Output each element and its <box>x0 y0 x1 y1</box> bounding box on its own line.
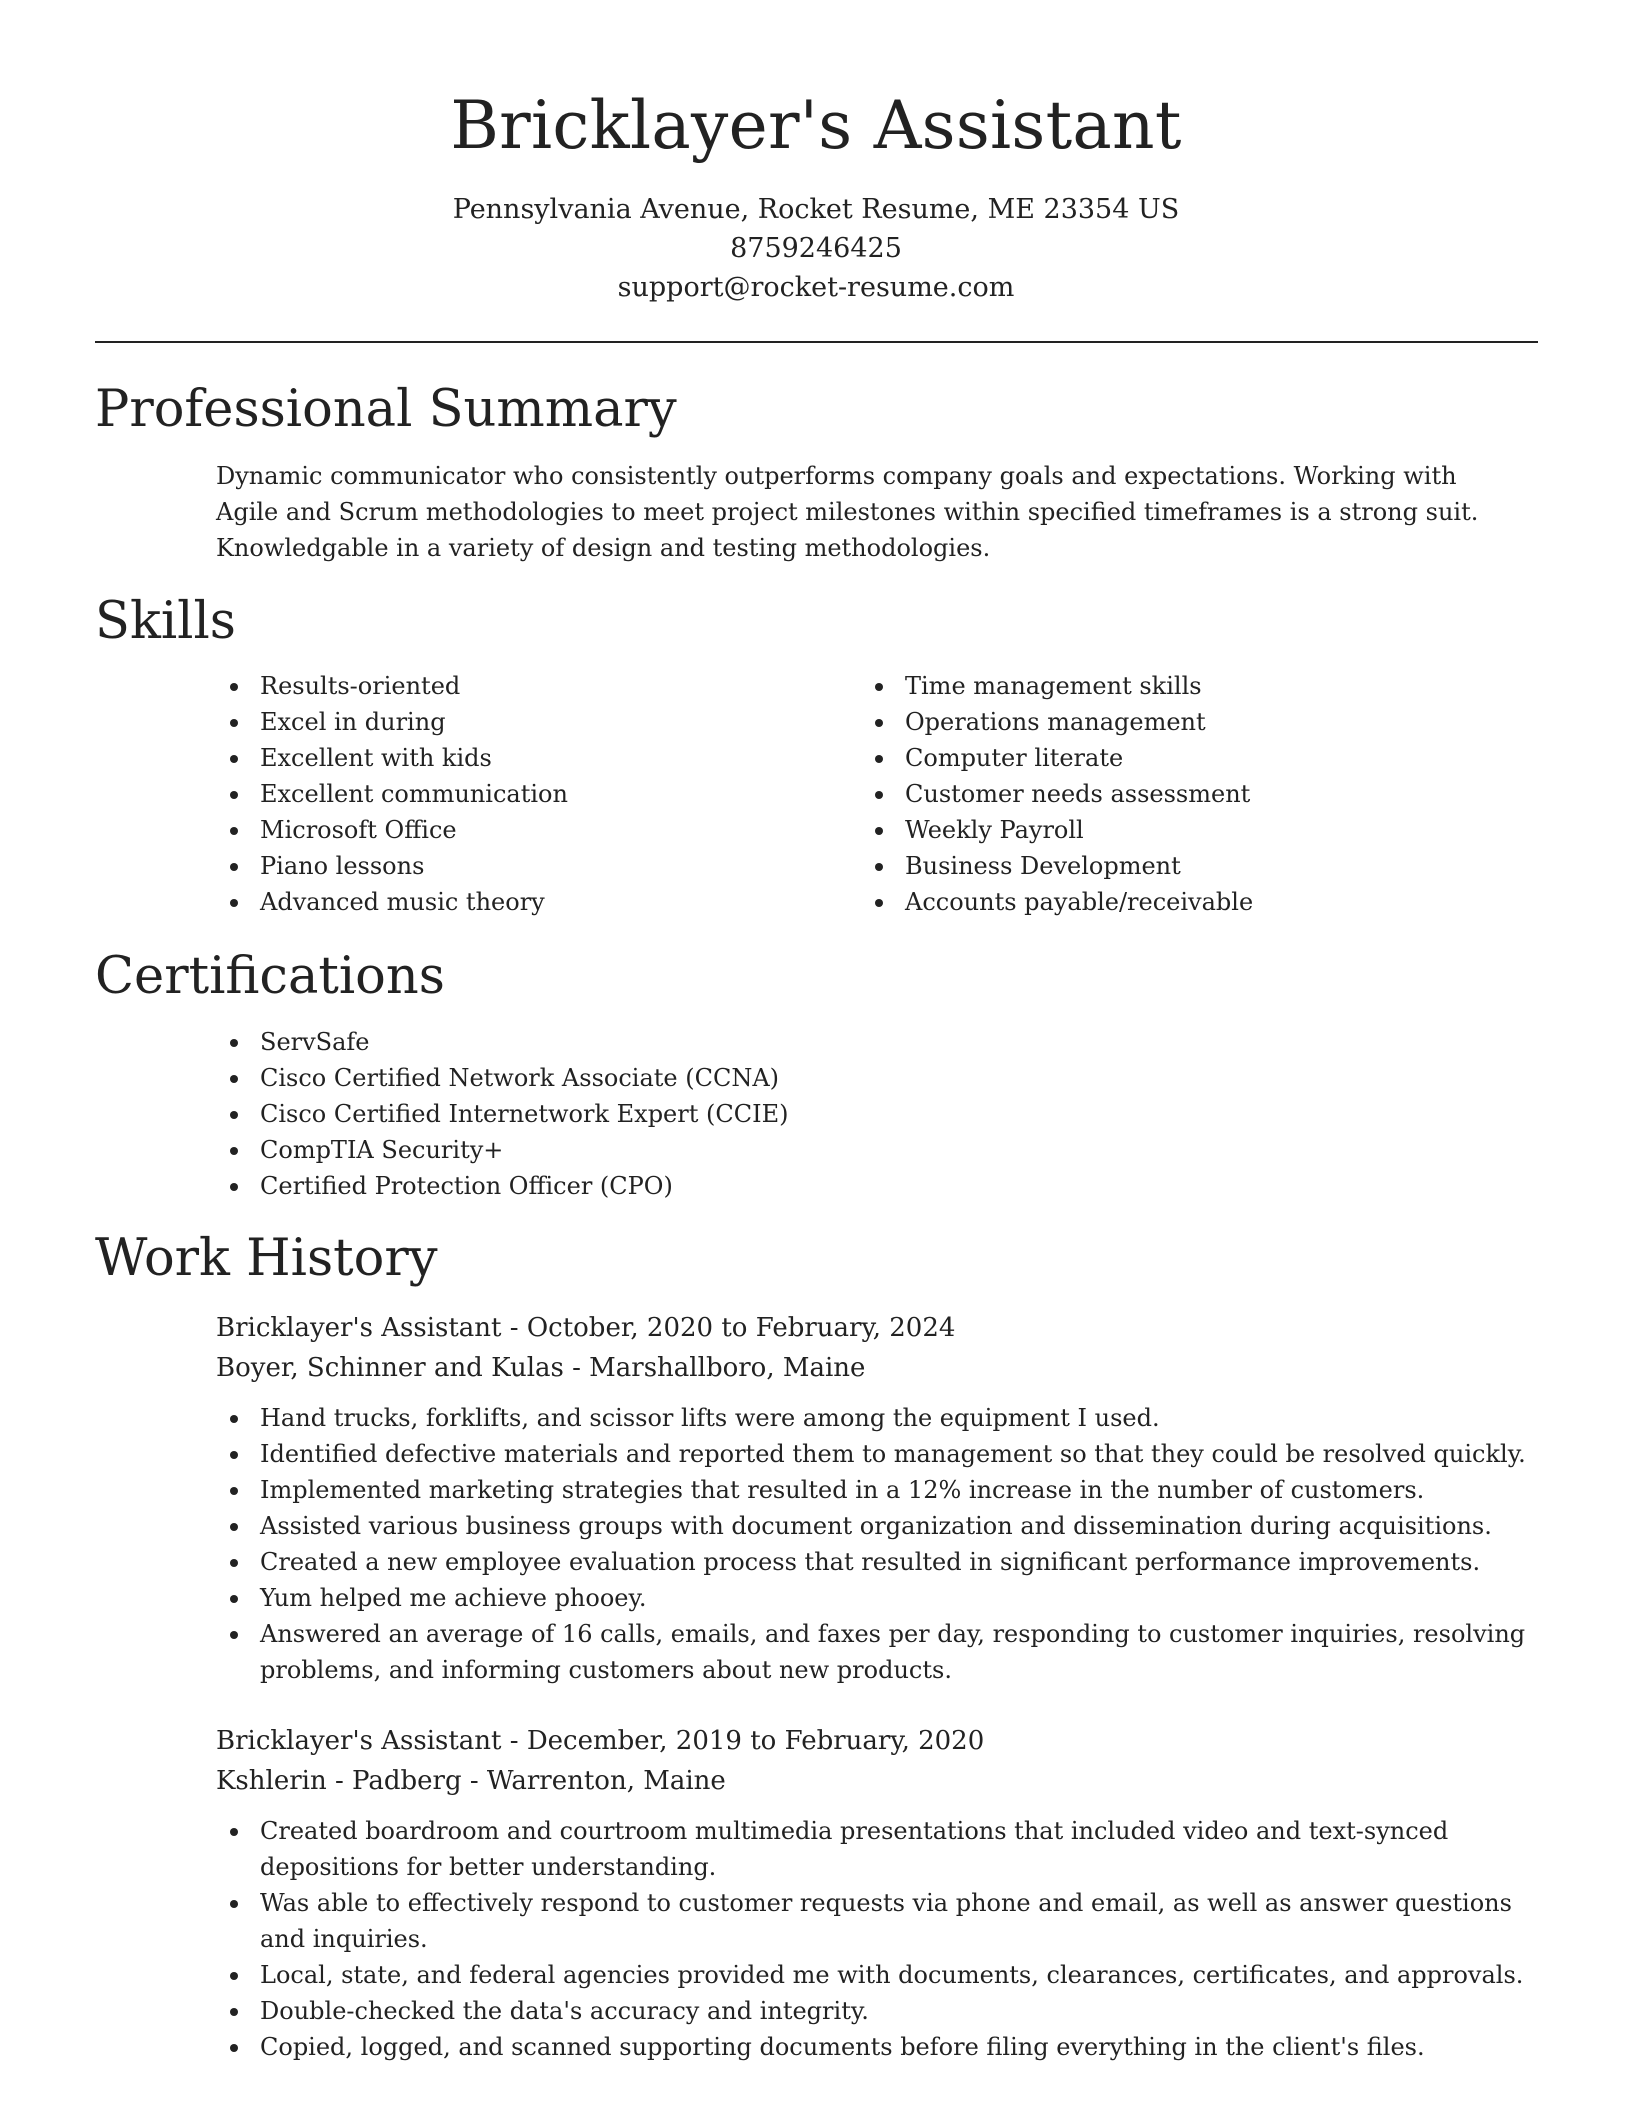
list-item: Operations management <box>861 704 1481 740</box>
list-item: Accounts payable/receivable <box>861 884 1481 920</box>
list-item: Excel in during <box>216 704 836 740</box>
skills-list-left <box>216 668 836 920</box>
list-item: ServSafe <box>216 1024 1216 1060</box>
skills-list-right <box>861 668 1481 920</box>
contact-phone: 8759246425 <box>730 233 902 264</box>
job-entry <box>216 1308 1536 1688</box>
job-company-line: Boyer, Schinner and Kulas - Marshallboro, Maine <box>216 1353 866 1383</box>
list-item: Identified defective materials and reported them to management so that they could be resolved quickly. <box>216 1436 1536 1472</box>
list-item: Cisco Certified Internetwork Expert (CCIE) <box>216 1096 1216 1132</box>
summary-heading: Professional Summary <box>95 380 677 439</box>
list-item: CompTIA Security+ <box>216 1132 1216 1168</box>
skills-heading: Skills <box>95 592 236 651</box>
summary-text: Dynamic communicator who consistently outperforms company goals and expectations. Working with Agile and Scrum methodologies to meet project milestones within specified timeframes is a strong suit. Knowledgable in a variety of design and testing methodologies. <box>216 462 1479 562</box>
header-divider <box>95 341 1538 343</box>
contact-address: Pennsylvania Avenue, Rocket Resume, ME 23354 US <box>452 194 1180 225</box>
job-company-line: Kshlerin - Padberg - Warrenton, Maine <box>216 1766 726 1796</box>
certifications-block <box>216 1024 1216 1204</box>
certifications-list <box>216 1024 1216 1204</box>
list-item: Copied, logged, and scanned supporting documents before filing everything in the client's files. <box>216 2029 1536 2065</box>
list-item: Local, state, and federal agencies provided me with documents, clearances, certificates, and approvals. <box>216 1957 1536 1993</box>
list-item: Created boardroom and courtroom multimedia presentations that included video and text-synced depositions for better understanding. <box>216 1813 1536 1885</box>
list-item: Assisted various business groups with document organization and dissemination during acquisitions. <box>216 1508 1536 1544</box>
list-item: Implemented marketing strategies that resulted in a 12% increase in the number of customers. <box>216 1472 1536 1508</box>
list-item: Customer needs assessment <box>861 776 1481 812</box>
list-item: Hand trucks, forklifts, and scissor lifts were among the equipment I used. <box>216 1400 1536 1436</box>
list-item: Was able to effectively respond to customer requests via phone and email, as well as answer questions and inquiries. <box>216 1885 1536 1957</box>
resume-header <box>0 0 1632 307</box>
certifications-heading: Certifications <box>95 947 445 1006</box>
job-title-line: Bricklayer's Assistant - October, 2020 to February, 2024 <box>216 1313 956 1343</box>
job-duties-list <box>216 1813 1536 2065</box>
list-item: Weekly Payroll <box>861 812 1481 848</box>
job-entry <box>216 1721 1536 2065</box>
list-item: Created a new employee evaluation process that resulted in significant performance improvements. <box>216 1544 1536 1580</box>
candidate-name: Bricklayer's Assistant <box>450 87 1182 164</box>
list-item: Excellent communication <box>216 776 836 812</box>
list-item: Results-oriented <box>216 668 836 704</box>
list-item: Computer literate <box>861 740 1481 776</box>
job-duties-list <box>216 1400 1536 1688</box>
list-item: Double-checked the data's accuracy and integrity. <box>216 1993 1536 2029</box>
contact-info <box>0 190 1632 307</box>
work-history-heading: Work History <box>95 1229 438 1288</box>
list-item: Piano lessons <box>216 848 836 884</box>
list-item: Advanced music theory <box>216 884 836 920</box>
contact-email: support@rocket-resume.com <box>617 272 1015 303</box>
job-title-line: Bricklayer's Assistant - December, 2019 to February, 2020 <box>216 1726 985 1756</box>
skills-column-right <box>861 668 1481 920</box>
list-item: Excellent with kids <box>216 740 836 776</box>
list-item: Cisco Certified Network Associate (CCNA) <box>216 1060 1216 1096</box>
list-item: Microsoft Office <box>216 812 836 848</box>
list-item: Answered an average of 16 calls, emails, and faxes per day, responding to customer inquiries, resolving problems, and informing customers about new products. <box>216 1616 1536 1688</box>
list-item: Certified Protection Officer (CPO) <box>216 1168 1216 1204</box>
list-item: Business Development <box>861 848 1481 884</box>
skills-column-left <box>216 668 836 920</box>
list-item: Yum helped me achieve phooey. <box>216 1580 1536 1616</box>
list-item: Time management skills <box>861 668 1481 704</box>
